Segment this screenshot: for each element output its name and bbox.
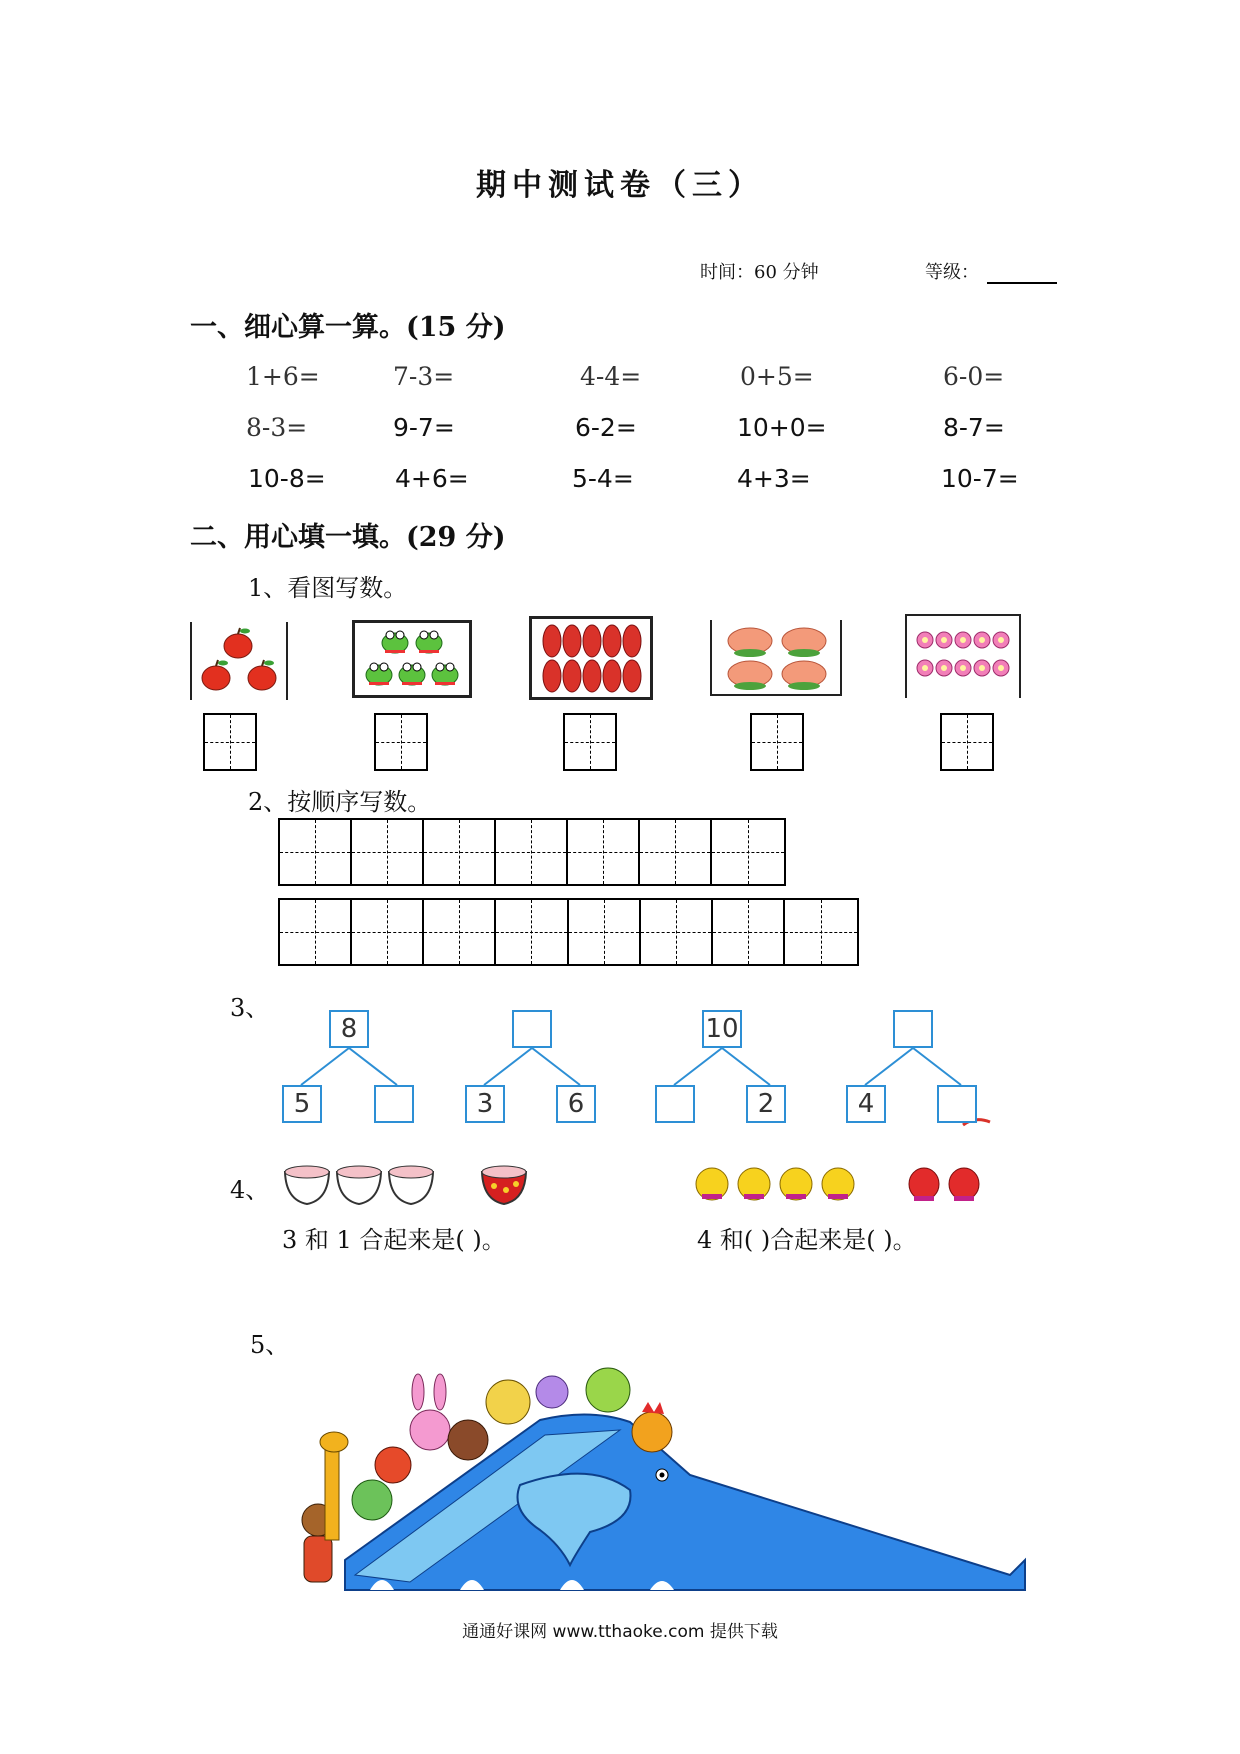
lion-icon [486,1380,530,1424]
exam-time: 时间：60 分钟 [700,262,819,283]
chicks-picture [690,1160,1000,1210]
calc-item: 4-4= [580,362,642,391]
cat-icon [375,1447,411,1483]
elephant-slide-picture [290,1360,1030,1600]
bowls-picture [282,1160,542,1220]
calc-item: 0+5= [740,362,814,391]
calc-item: 8-7= [943,413,1005,442]
cow-icon [586,1368,630,1412]
calc-item: 5-4= [572,464,634,493]
page-title: 期中测试卷（三） [476,168,764,203]
bond-right[interactable]: 6 [556,1085,596,1123]
section2-heading: 二、用心填一填。(29 分) [190,522,506,553]
rabbit-icon [410,1374,450,1450]
calc-item: 7-3= [393,362,455,391]
calc-item: 10-8= [248,464,326,493]
q2-label: 2、按顺序写数。 [248,788,432,816]
bond-right[interactable] [937,1085,977,1123]
grade-label: 等级： [925,262,979,283]
bond-top[interactable] [512,1010,552,1048]
calc-item: 9-7= [393,413,455,442]
dog-icon [352,1480,392,1520]
bond-left[interactable] [655,1085,695,1123]
bond-top[interactable] [893,1010,933,1048]
red-chick-icon [949,1168,979,1200]
bond-top[interactable]: 10 [702,1010,742,1048]
q4-label: 4、 [230,1176,270,1204]
calc-item: 10+0= [737,413,827,442]
bond-left[interactable]: 4 [846,1085,886,1123]
q4-left-question: 3 和 1 合起来是( )。 [282,1226,506,1254]
bond-top[interactable]: 8 [329,1010,369,1048]
bond-left[interactable]: 3 [465,1085,505,1123]
bond-right[interactable]: 2 [746,1085,786,1123]
calc-item: 8-3= [246,413,308,442]
calc-item: 1+6= [246,362,320,391]
q3-label: 3、 [230,994,270,1022]
calc-item: 10-7= [941,464,1019,493]
calc-item: 6-0= [943,362,1005,391]
q5-label: 5、 [250,1331,290,1359]
q1-label: 1、看图写数。 [248,574,408,602]
calc-item: 4+6= [395,464,469,493]
calc-item: 4+3= [737,464,811,493]
q4-right-question: 4 和( )合起来是( )。 [697,1226,917,1254]
bear-icon [448,1420,488,1460]
footer-credit: 通通好课网 www.tthaoke.com 提供下载 [462,1622,778,1642]
mouse-icon [536,1376,568,1408]
calc-item: 6-2= [575,413,637,442]
bond-left[interactable]: 5 [282,1085,322,1123]
section1-heading: 一、细心算一算。(15 分) [190,312,506,343]
rooster-icon [632,1402,672,1452]
red-chick-icon [909,1168,939,1200]
bond-right[interactable] [374,1085,414,1123]
